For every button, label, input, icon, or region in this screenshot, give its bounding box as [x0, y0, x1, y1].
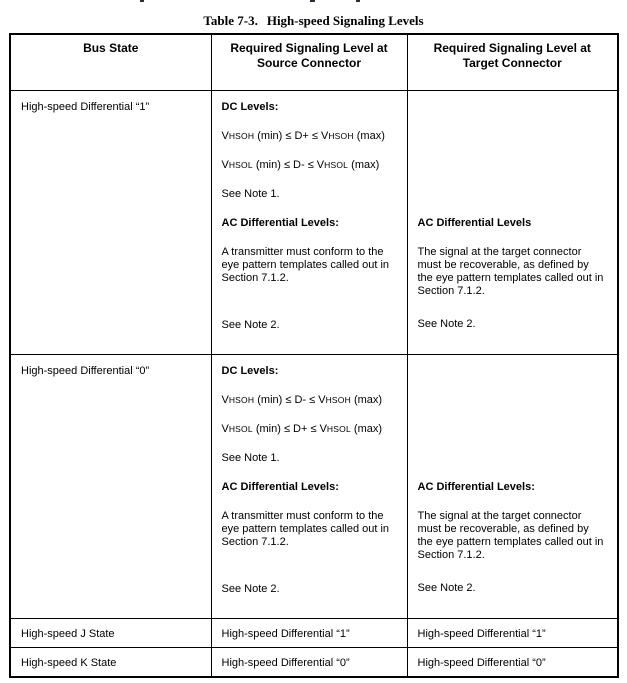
signaling-levels-table	[9, 33, 619, 678]
table-row	[10, 618, 618, 647]
cell-source-level	[211, 90, 407, 354]
table-caption	[0, 0, 627, 29]
see-note-2: See Note 2.	[417, 317, 476, 330]
cell-target-level	[407, 354, 618, 618]
table-header-row	[10, 34, 618, 90]
col-header-source-connector: Required Signaling Level at Source Connector	[211, 34, 407, 90]
dc-formula-high: VHSOH (min) ≤ D- ≤ VHSOH (max)	[221, 393, 383, 406]
cell-source-level: High-speed Differential “0”	[211, 647, 407, 677]
col-header-target-connector: Required Signaling Level at Target Connector	[407, 34, 618, 90]
cell-target-level	[407, 90, 618, 354]
ac-requirement-text: The signal at the target connector must be recoverable, as defined by the eye pattern templates called out in Section 7.1.2.	[417, 245, 604, 297]
cell-target-level: High-speed Differential “0”	[407, 647, 618, 677]
see-note-1: See Note 1.	[221, 187, 280, 200]
cell-source-level: High-speed Differential “1”	[211, 618, 407, 647]
table-caption-text: High-speed Signaling Levels	[266, 13, 424, 28]
cell-bus-state: High-speed J State	[10, 618, 211, 647]
ac-levels-heading: AC Differential Levels:	[221, 480, 339, 493]
cell-bus-state: High-speed Differential “1”	[10, 90, 211, 354]
ac-levels-heading: AC Differential Levels:	[417, 480, 535, 493]
cell-target-level: High-speed Differential “1”	[407, 618, 618, 647]
ac-requirement-text: A transmitter must conform to the eye pattern templates called out in Section 7.1.2.	[221, 245, 390, 284]
table-row	[10, 354, 618, 618]
see-note-2: See Note 2.	[221, 582, 280, 595]
ac-levels-heading: AC Differential Levels:	[221, 216, 339, 229]
dc-formula-high: VHSOH (min) ≤ D+ ≤ VHSOH (max)	[221, 129, 385, 142]
table-row	[10, 90, 618, 354]
cropped-text-remnant	[140, 0, 144, 2]
ac-requirement-text: The signal at the target connector must be recoverable, as defined by the eye pattern templates called out in Section 7.1.2.	[417, 509, 604, 561]
see-note-2: See Note 2.	[417, 581, 476, 594]
cropped-text-remnant	[356, 0, 360, 2]
dc-formula-low: VHSOL (min) ≤ D- ≤ VHSOL (max)	[221, 158, 380, 171]
dc-formula-low: VHSOL (min) ≤ D+ ≤ VHSOL (max)	[221, 422, 383, 435]
ac-requirement-text: A transmitter must conform to the eye pattern templates called out in Section 7.1.2.	[221, 509, 390, 548]
cell-bus-state: High-speed Differential “0”	[10, 354, 211, 618]
see-note-1: See Note 1.	[221, 451, 280, 464]
col-header-bus-state: Bus State	[10, 34, 211, 90]
table-row	[10, 647, 618, 677]
cropped-text-remnant	[310, 0, 315, 2]
dc-levels-heading: DC Levels:	[221, 364, 279, 377]
cell-bus-state: High-speed K State	[10, 647, 211, 677]
cell-source-level	[211, 354, 407, 618]
table-caption-number: Table 7-3.	[203, 13, 258, 28]
see-note-2: See Note 2.	[221, 318, 280, 331]
dc-levels-heading: DC Levels:	[221, 100, 279, 113]
ac-levels-heading: AC Differential Levels	[417, 216, 532, 229]
